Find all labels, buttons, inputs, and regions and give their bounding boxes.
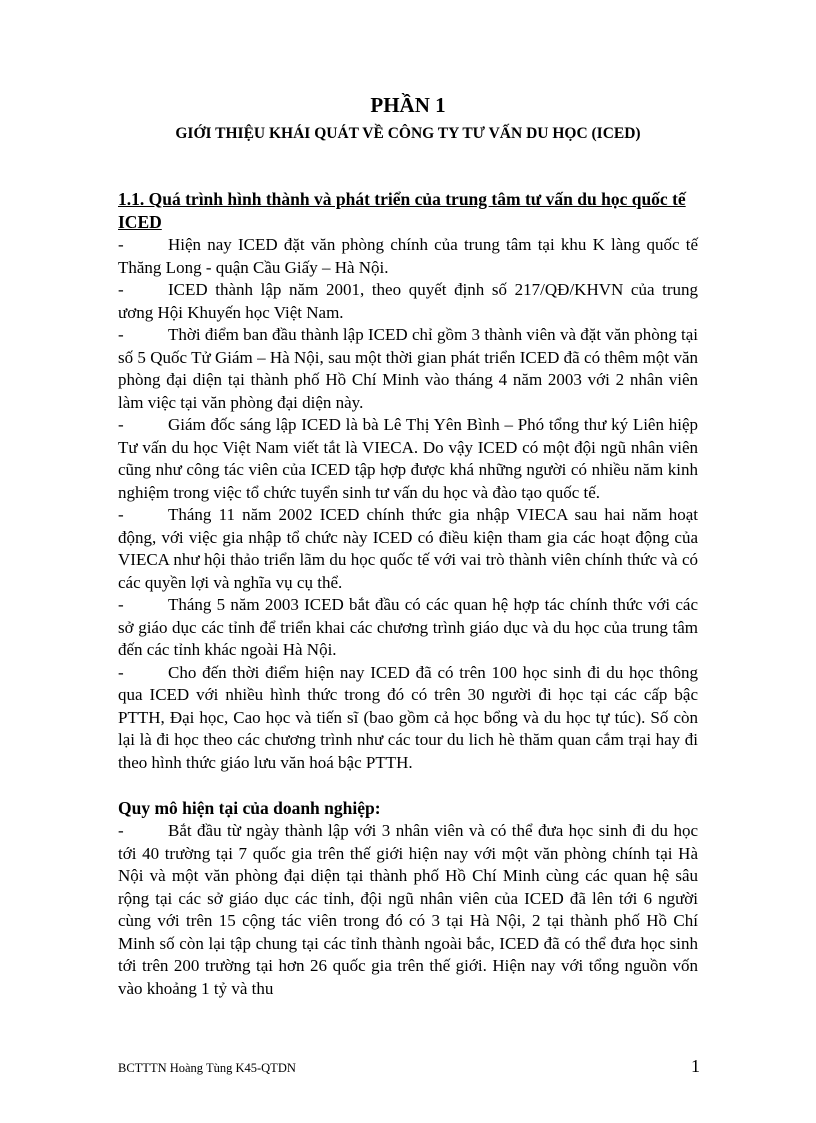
list-item xyxy=(118,662,698,775)
paragraph-text: Tháng 5 năm 2003 ICED bắt đầu có các quan hệ hợp tác chính thức với các sở giáo dục các tỉnh để triển khai các chương trình giáo dục và du học của trung tâm đến các tỉnh khác ngoài Hà Nội. xyxy=(118,595,698,659)
list-item xyxy=(118,234,698,279)
bullet-dash: - xyxy=(118,325,124,344)
scale-heading: Quy mô hiện tại của doanh nghiệp: xyxy=(118,798,381,818)
paragraph-text: ICED thành lập năm 2001, theo quyết định số 217/QĐ/KHVN của trung ương Hội Khuyến học Việt Nam. xyxy=(118,280,698,322)
bullet-dash: - xyxy=(118,415,124,434)
page-title: PHẦN 1 xyxy=(370,93,446,117)
list-item xyxy=(118,414,698,504)
bullet-dash: - xyxy=(118,595,124,614)
paragraph-text: Giám đốc sáng lập ICED là bà Lê Thị Yên Bình – Phó tổng thư ký Liên hiệp Tư vấn du học Việt Nam viết tắt là VIECA. Do vậy ICED có một đội ngũ nhân viên cũng như công tác viên của ICED tập hợp được khá những người có nhiều năm kinh nghiệm trong việc tổ chức tuyển sinh tư vấn du học và đào tạo quốc tế. xyxy=(118,415,698,502)
bullet-dash: - xyxy=(118,821,124,840)
list-item xyxy=(118,594,698,662)
bullet-dash: - xyxy=(118,505,124,524)
paragraph-text: Thời điểm ban đầu thành lập ICED chỉ gồm 3 thành viên và đặt văn phòng tại số 5 Quốc Tử Giám – Hà Nội, sau một thời gian phát triển ICED đã có thêm một văn phòng đại diện tại thành phố Hồ Chí Minh vào tháng 4 năm 2003 với 2 nhân viên làm việc tại văn phòng đại diện này. xyxy=(118,325,698,412)
bullet-dash: - xyxy=(118,235,124,254)
paragraph-text: Tháng 11 năm 2002 ICED chính thức gia nhập VIECA sau hai năm hoạt động, với việc gia nhập tổ chức này ICED có điều kiện tham gia các hoạt động của VIECA như hội thảo triển lãm du học quốc tế với vai trò thành viên chính thức và có các quyền lợi và nghĩa vụ cụ thể. xyxy=(118,505,698,592)
list-item xyxy=(118,279,698,324)
bullet-dash: - xyxy=(118,662,124,682)
document-body xyxy=(118,188,698,1000)
paragraph-text: Bắt đầu từ ngày thành lập với 3 nhân viên và có thể đưa học sinh đi du học tới 40 trường tại 7 quốc gia trên thế giới hiện nay với một văn phòng chính tại Hà Nội và một văn phòng đại diện tại thành phố Hồ Chí Minh cùng các quan hệ sâu rộng tại các sở giáo dục các tỉnh, đội ngũ nhân viên của ICED đã lên tới 6 người cùng với trên 15 cộng tác viên trong đó có 3 tại Hà Nội, 2 tại thành phố Hồ Chí Minh số còn lại tập chung tại các tỉnh thành ngoài bắc, ICED đã có thể đưa học sinh tới trên 200 trường tại hơn 26 quốc gia trên thế giới. Hiện nay với tổng nguồn vốn vào khoảng 1 tỷ và thu xyxy=(118,821,698,998)
list-item xyxy=(118,324,698,414)
paragraph-text: Cho đến thời điểm hiện nay ICED đã có trên 100 học sinh đi du học thông qua ICED với nhiều hình thức trong đó có trên 30 người đi học tại các cấp bậc PTTH, Đại học, Cao học và tiến sĩ (bao gồm cả học bổng và du học tự túc). Số còn lại là đi học theo các chương trình như các tour du lich hè thăm quan cắm trại hay đi theo hình thức giáo lưu văn hoá bậc PTTH. xyxy=(118,662,698,772)
section-heading: 1.1. Quá trình hình thành và phát triển của trung tâm tư vấn du học quốc tế ICED xyxy=(118,189,686,232)
footer-text: BCTTTN Hoàng Tùng K45-QTDN xyxy=(118,1061,296,1075)
paragraph-text: Hiện nay ICED đặt văn phòng chính của trung tâm tại khu K làng quốc tế Thăng Long - quận Cầu Giấy – Hà Nội. xyxy=(118,235,698,277)
list-item xyxy=(118,820,698,1000)
paragraph-list xyxy=(118,234,698,774)
page-subtitle: GIỚI THIỆU KHÁI QUÁT VỀ CÔNG TY TƯ VẤN DU HỌC (ICED) xyxy=(175,125,641,142)
bullet-dash: - xyxy=(118,280,124,299)
page-number: 1 xyxy=(691,1056,700,1076)
list-item xyxy=(118,504,698,594)
